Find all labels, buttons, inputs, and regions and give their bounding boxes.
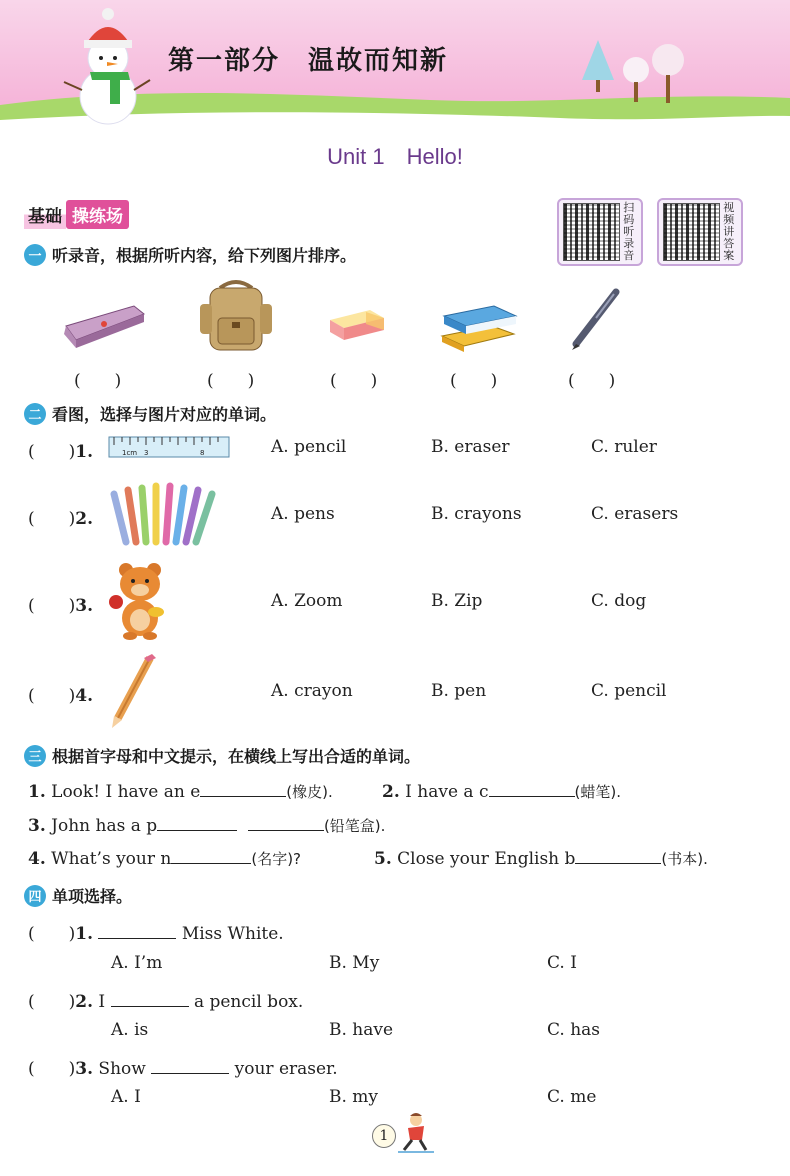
option-b[interactable]: B. crayons [431,504,522,524]
chinese-hint: (名字)? [251,850,302,868]
option-a[interactable]: A. Zoom [271,591,343,611]
qr-video-label: 视频讲答案 [723,201,735,262]
pen-icon [566,288,626,350]
answer-bracket[interactable]: ( ) [28,1059,76,1079]
fill-line-3 [28,813,385,836]
sentence-text: John has a p [51,816,158,836]
ruler-label: 3 [144,449,149,457]
section-title: 看图，选择与图片对应的单词。 [52,405,277,424]
books-icon [438,296,518,352]
answer-bracket[interactable]: ( ) [28,992,76,1012]
option-a[interactable]: A. pens [271,504,335,524]
option-b[interactable]: B. My [329,953,380,973]
basics-label-part1: 基础 [24,200,66,229]
option-b[interactable]: B. my [329,1087,379,1107]
option-c[interactable]: C. me [547,1087,597,1107]
answer-bracket[interactable]: ( ) [28,924,76,944]
sentence-text: Look! I have an e [51,782,201,802]
basics-label-part2: 操练场 [66,200,129,229]
option-a[interactable]: A. I’m [111,953,163,973]
section-2-heading [24,402,276,425]
option-b[interactable]: B. Zip [431,591,483,611]
answer-blank[interactable] [489,779,575,797]
chinese-hint: (铅笔盒). [323,817,386,835]
option-b[interactable]: B. have [329,1020,394,1040]
section-title: 单项选择。 [52,887,133,906]
option-a[interactable]: A. I [111,1087,141,1107]
answer-blank[interactable] [200,779,286,797]
question-number: 3. [75,596,94,616]
section-number: 三 [24,745,46,767]
question-number: 1. [75,442,94,462]
sentence-text: What’s your n [51,849,172,869]
page-number: 1 [372,1124,396,1148]
answer-blank[interactable] [575,846,661,864]
question-number: 4. [75,686,94,706]
option-c[interactable]: C. dog [591,591,647,611]
option-a[interactable]: A. is [111,1020,149,1040]
basics-label [24,200,129,228]
question-number: 5. [374,849,392,869]
question-number: 3. [75,1059,94,1079]
qr-audio-label: 扫码听录音 [623,201,635,262]
section-title: 听录音，根据所听内容，给下列图片排序。 [52,246,357,265]
answer-blank[interactable] [98,921,176,939]
sentence-text: Miss White. [176,924,284,944]
question-row [28,591,93,616]
page-title: 第一部分 温故而知新 [168,46,449,76]
option-c[interactable]: C. erasers [591,504,679,524]
ruler-icon [108,436,230,458]
answer-bracket[interactable]: ( ) [450,371,498,391]
chinese-hint: (橡皮). [286,783,333,801]
fill-line-2 [382,779,621,802]
fill-line-4 [28,846,301,869]
section-number: 四 [24,885,46,907]
question-row [28,681,93,706]
answer-blank[interactable] [248,813,324,831]
skater-icon [392,1112,438,1156]
eraser-icon [326,306,386,344]
answer-blank[interactable] [171,846,251,864]
chinese-hint: (书本). [661,850,708,868]
answer-blank[interactable] [157,813,237,831]
section-3-heading [24,744,420,767]
answer-bracket[interactable]: ( ) [74,371,122,391]
answer-blank[interactable] [151,1056,229,1074]
sentence-text: a pencil box. [188,992,304,1012]
answer-blank[interactable] [111,989,189,1007]
section-4-heading [24,884,132,907]
question-number: 3. [28,816,46,836]
answer-bracket[interactable]: ( ) [28,509,76,529]
sentence-text: Show [98,1059,152,1079]
option-c[interactable]: C. pencil [591,681,667,701]
bear-icon [104,560,170,640]
question-number: 4. [28,849,46,869]
question-number: 1. [28,782,46,802]
ruler-label: 1cm [122,449,138,457]
answer-bracket[interactable]: ( ) [28,442,76,462]
unit-title: Unit 1 Hello! [327,144,463,169]
option-c[interactable]: C. I [547,953,577,973]
option-b[interactable]: B. pen [431,681,487,701]
chinese-hint: (蜡笔). [574,783,621,801]
section-title: 根据首字母和中文提示，在横线上写出合适的单词。 [52,747,421,766]
question-row [28,504,93,529]
question-row [28,1054,338,1079]
question-number: 1. [75,924,94,944]
header-banner [0,0,790,140]
qr-code-icon [663,203,720,261]
question-row [28,919,284,944]
answer-bracket[interactable]: ( ) [28,686,76,706]
option-b[interactable]: B. eraser [431,437,510,457]
fill-line-5 [374,846,708,869]
question-number: 2. [75,992,94,1012]
answer-bracket[interactable]: ( ) [568,371,616,391]
answer-bracket[interactable]: ( ) [28,596,76,616]
section-number: 二 [24,403,46,425]
question-row [28,437,93,462]
section-1-heading [24,243,356,266]
sentence-text: I have a c [405,782,489,802]
section-number: 一 [24,244,46,266]
option-c[interactable]: C. has [547,1020,601,1040]
crayons-icon [106,482,226,548]
answer-bracket[interactable]: ( ) [330,371,378,391]
sentence-text: your eraser. [229,1059,338,1079]
pencil-icon [108,652,158,728]
sentence-text: Close your English b [397,849,576,869]
answer-bracket[interactable]: ( ) [207,371,255,391]
question-number: 2. [382,782,400,802]
qr-video[interactable] [657,198,743,266]
pencil-box-icon [60,300,150,350]
fill-line-1 [28,779,333,802]
backpack-icon [196,278,276,354]
option-a[interactable]: A. crayon [271,681,353,701]
sentence-text: I [98,992,111,1012]
option-a[interactable]: A. pencil [271,437,347,457]
question-number: 2. [75,509,94,529]
question-row [28,987,303,1012]
option-c[interactable]: C. ruler [591,437,657,457]
qr-audio[interactable] [557,198,643,266]
ruler-label: 8 [200,449,205,457]
qr-code-icon [563,203,620,261]
